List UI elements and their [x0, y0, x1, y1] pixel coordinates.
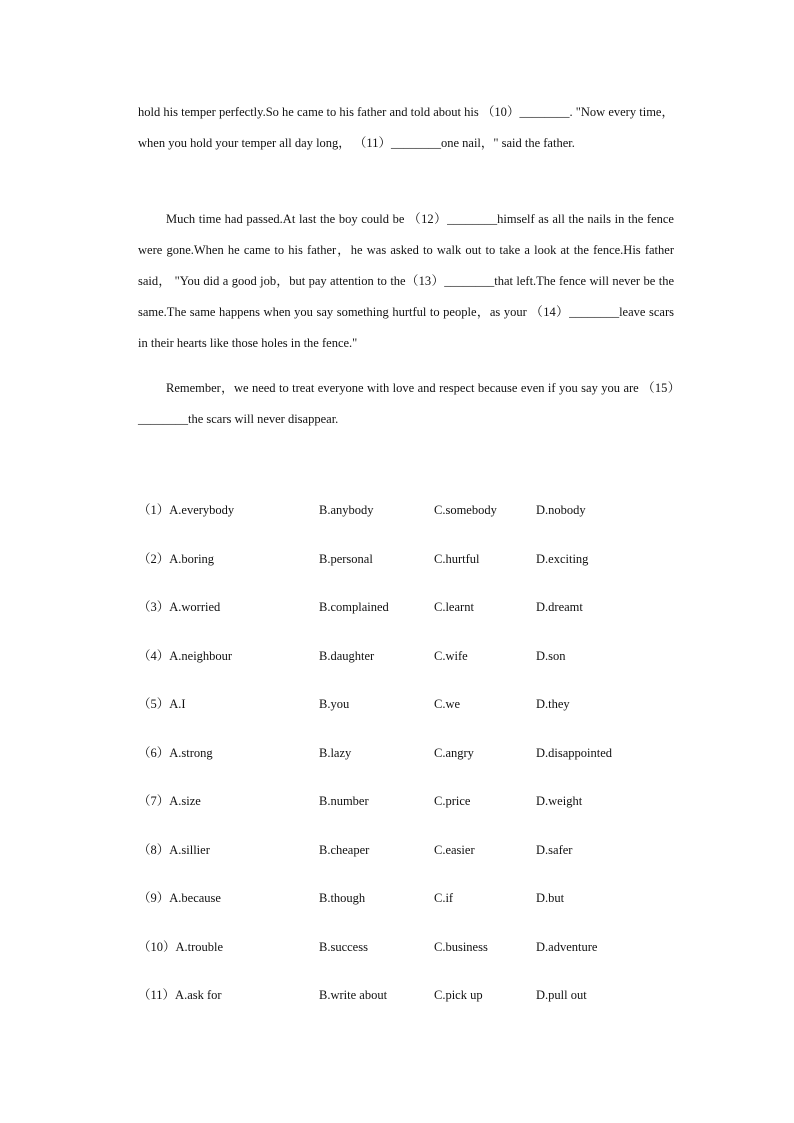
option-a: （11）A.ask for: [138, 988, 222, 1002]
option-row: [138, 547, 698, 596]
option-b: B.lazy: [319, 745, 352, 760]
option-c: C.if: [434, 891, 454, 905]
option-c: C.hurtful: [434, 551, 480, 566]
option-a: （6）A.strong: [138, 745, 213, 760]
option-b: B.daughter: [319, 648, 375, 663]
option-b: B.though: [319, 891, 366, 905]
option-b: B.complained: [319, 600, 389, 614]
option-d: D.adventure: [536, 939, 598, 954]
option-a: （8）A.sillier: [138, 842, 210, 857]
passage-paragraph-2: Much time had passed.At last the boy could be （12）________himself as all the nails in the fence were gone.When he came to his father，he was asked to walk out to take a look at the fence.His father said， "You did a good job，but pay attention to the（13）________that left.The fence will never be the same.The same happens when you say something hurtful to people，as your （14）________leave scars in their hearts like those holes in the fence.": [138, 212, 674, 350]
option-row: [138, 498, 698, 547]
option-a: （10）A.trouble: [138, 939, 224, 954]
option-d: D.dreamt: [536, 600, 583, 614]
option-row: [138, 692, 698, 741]
option-row: [138, 595, 698, 644]
option-c: C.pick up: [434, 988, 483, 1002]
option-d: D.but: [536, 891, 565, 905]
option-a: （2）A.boring: [138, 551, 215, 566]
option-row: [138, 644, 698, 693]
option-row: [138, 886, 698, 935]
option-a: （9）A.because: [138, 891, 221, 905]
option-row: [138, 983, 698, 1032]
option-d: D.son: [536, 648, 566, 663]
option-d: D.they: [536, 697, 570, 711]
option-c: C.angry: [434, 745, 474, 760]
option-d: D.disappointed: [536, 745, 613, 760]
answer-options-list: [138, 498, 698, 1032]
option-c: C.wife: [434, 648, 468, 663]
option-row: [138, 935, 698, 984]
option-c: C.somebody: [434, 503, 497, 517]
option-row: [138, 789, 698, 838]
option-b: B.anybody: [319, 503, 374, 517]
option-a: （3）A.worried: [138, 600, 221, 614]
option-d: D.pull out: [536, 988, 587, 1002]
option-c: C.business: [434, 939, 488, 954]
option-b: B.number: [319, 794, 369, 808]
option-d: D.weight: [536, 794, 583, 808]
option-c: C.price: [434, 794, 471, 808]
option-a: （5）A.I: [138, 697, 186, 711]
option-a: （4）A.neighbour: [138, 648, 233, 663]
option-d: D.safer: [536, 842, 573, 857]
option-row: [138, 741, 698, 790]
option-b: B.personal: [319, 551, 373, 566]
option-b: B.success: [319, 939, 368, 954]
passage-paragraph-1: hold his temper perfectly.So he came to his father and told about his （10）________. "Now every time，when you hold your temper all day long， （11）________one nail，" said the father.: [138, 105, 674, 150]
option-a: （7）A.size: [138, 794, 201, 808]
option-row: [138, 838, 698, 887]
option-c: C.learnt: [434, 600, 474, 614]
option-a: （1）A.everybody: [138, 503, 235, 517]
passage-paragraph-3: Remember，we need to treat everyone with love and respect because even if you say you are （15）________the scars will never disappear.: [138, 381, 674, 426]
option-c: C.easier: [434, 842, 475, 857]
option-d: D.nobody: [536, 503, 586, 517]
option-b: B.cheaper: [319, 842, 370, 857]
option-b: B.write about: [319, 988, 388, 1002]
option-c: C.we: [434, 697, 461, 711]
option-b: B.you: [319, 697, 350, 711]
option-d: D.exciting: [536, 551, 589, 566]
